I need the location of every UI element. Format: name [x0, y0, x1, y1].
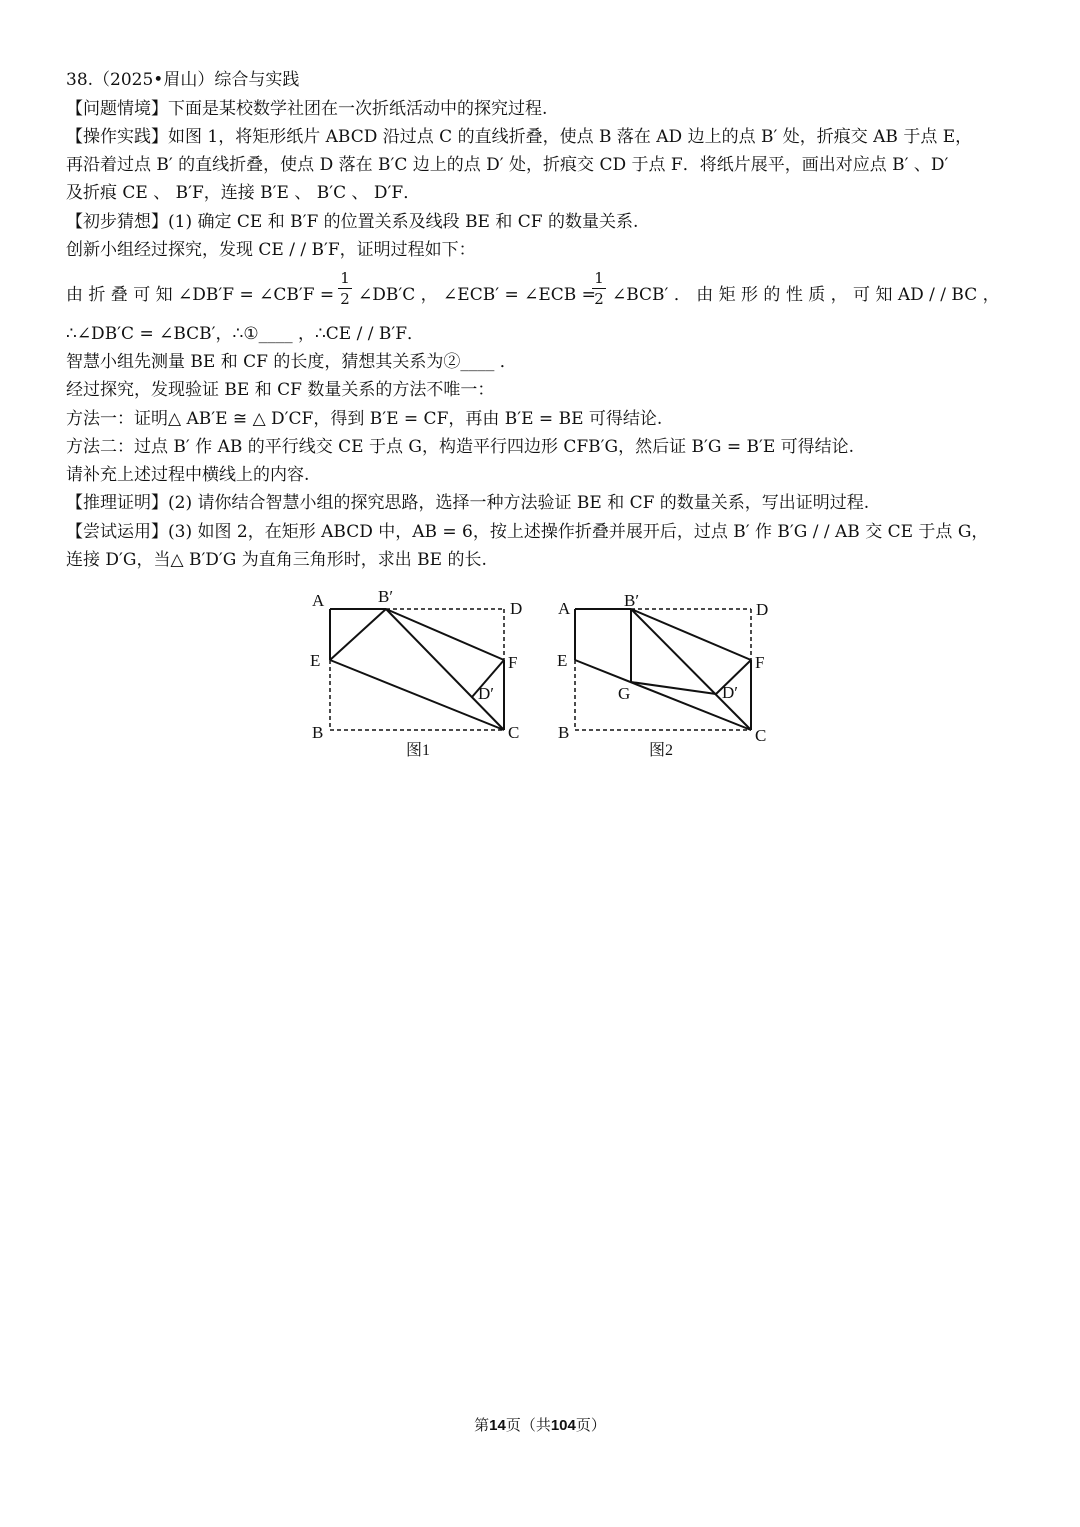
footer-mid: 页（共: [505, 1418, 551, 1434]
guess-line-2: 创新小组经过探究，发现 CE / / B′F，证明过程如下：: [66, 240, 476, 260]
figures-diagram: [296, 582, 796, 772]
fraction-one-half: [338, 268, 352, 309]
problem-header: 38.（2025•眉山）综合与实践: [66, 70, 300, 90]
footer-prefix: 第: [474, 1418, 490, 1434]
apply-line-1: 【尝试运用】(3) 如图 2，在矩形 ABCD 中，AB = 6，按上述操作折叠并展开后，过点 B′ 作 B′G / / AB 交 CE 于点 G，: [66, 522, 989, 542]
label-F: F: [508, 653, 518, 672]
method-2-line: 方法二：过点 B′ 作 AB 的平行线交 CE 于点 G，构造平行四边形 CFB′G，然后证 B′G = B′E 可得结论.: [66, 437, 855, 457]
label-E-2: E: [557, 651, 568, 670]
fraction-denominator: 2: [594, 290, 604, 308]
label-B-prime: B′: [378, 587, 394, 606]
label-E: E: [310, 651, 321, 670]
figure-2: [575, 609, 751, 730]
label-D-2: D: [756, 600, 769, 619]
footer-total-pages: 104: [550, 1417, 576, 1434]
segment-B-prime-E: [330, 609, 386, 660]
label-D-prime: D′: [478, 684, 494, 703]
segment-B-prime-C: [386, 609, 504, 730]
label-B: B: [312, 723, 324, 742]
segment-B-prime-C-2: [631, 609, 751, 730]
crease-B-prime-F: [386, 609, 504, 660]
method-1-line: 方法一：证明△ AB′E ≅ △ D′CF，得到 B′E = CF，再由 B′E = BE 可得结论.: [66, 409, 663, 429]
operation-line-3: 及折痕 CE 、 B′F，连接 B′E 、 B′C 、 D′F．: [66, 183, 421, 203]
label-C-2: C: [755, 726, 767, 745]
proof-part-c: ∠BCB′ ． 由 矩 形 的 性 质 ， 可 知 AD / / BC ，: [612, 285, 1000, 305]
apply-line-2: 连接 D′G，当△ B′D′G 为直角三角形时，求出 BE 的长.: [66, 550, 487, 570]
operation-line-2: 再沿着过点 B′ 的直线折叠，使点 D 落在 B′C 边上的点 D′ 处，折痕交 CD 于点 F．将纸片展平，画出对应点 B′ 、D′: [66, 155, 949, 175]
wisdom-group-line: 智慧小组先测量 BE 和 CF 的长度，猜想其关系为②____ ．: [66, 352, 517, 372]
proof-part-a: 由 折 叠 可 知 ∠DB′F = ∠CB′F =: [66, 285, 335, 305]
proof-part-b: ∠DB′C ， ∠ECB′ = ∠ECB =: [358, 285, 596, 305]
footer-page-number: 14: [489, 1417, 506, 1434]
explore-line: 经过探究，发现验证 BE 和 CF 数量关系的方法不唯一：: [66, 380, 495, 400]
label-A-2: A: [558, 599, 571, 618]
guess-line-1: 【初步猜想】(1) 确定 CE 和 B′F 的位置关系及线段 BE 和 CF 的数量关系.: [66, 212, 639, 232]
fraction-one-half-2: [592, 268, 606, 309]
figure-2-caption: 图2: [649, 742, 674, 759]
page-footer: [0, 1414, 1080, 1435]
fraction-numerator: 1: [592, 268, 606, 289]
label-D-prime-2: D′: [722, 683, 738, 702]
label-F-2: F: [755, 653, 765, 672]
proof-line-2: ∴∠DB′C = ∠BCB′，∴①____ ，∴CE / / B′F．: [66, 324, 425, 344]
fill-in-line: 请补充上述过程中横线上的内容.: [66, 465, 310, 485]
figure-1: [330, 609, 504, 730]
fraction-numerator: 1: [338, 268, 352, 289]
problem-context: 【问题情境】下面是某校数学社团在一次折纸活动中的探究过程.: [66, 99, 548, 119]
figure-1-caption: 图1: [406, 742, 431, 759]
reasoning-line: 【推理证明】(2) 请你结合智慧小组的探究思路，选择一种方法验证 BE 和 CF 的数量关系，写出证明过程.: [66, 493, 870, 513]
footer-suffix: 页）: [575, 1418, 606, 1434]
label-A: A: [312, 591, 325, 610]
label-D: D: [510, 599, 523, 618]
label-C: C: [508, 723, 520, 742]
label-G: G: [618, 684, 631, 703]
crease-B-prime-F-2: [631, 609, 751, 660]
label-B-2: B: [558, 723, 570, 742]
label-B-prime-2: B′: [624, 591, 640, 610]
figure-1-labels: [310, 587, 522, 759]
proof-line-with-fractions: [66, 268, 1026, 316]
fraction-denominator: 2: [340, 290, 350, 308]
operation-line-1: 【操作实践】如图 1，将矩形纸片 ABCD 沿过点 C 的直线折叠，使点 B 落在 AD 边上的点 B′ 处，折痕交 AB 于点 E，: [66, 127, 973, 147]
